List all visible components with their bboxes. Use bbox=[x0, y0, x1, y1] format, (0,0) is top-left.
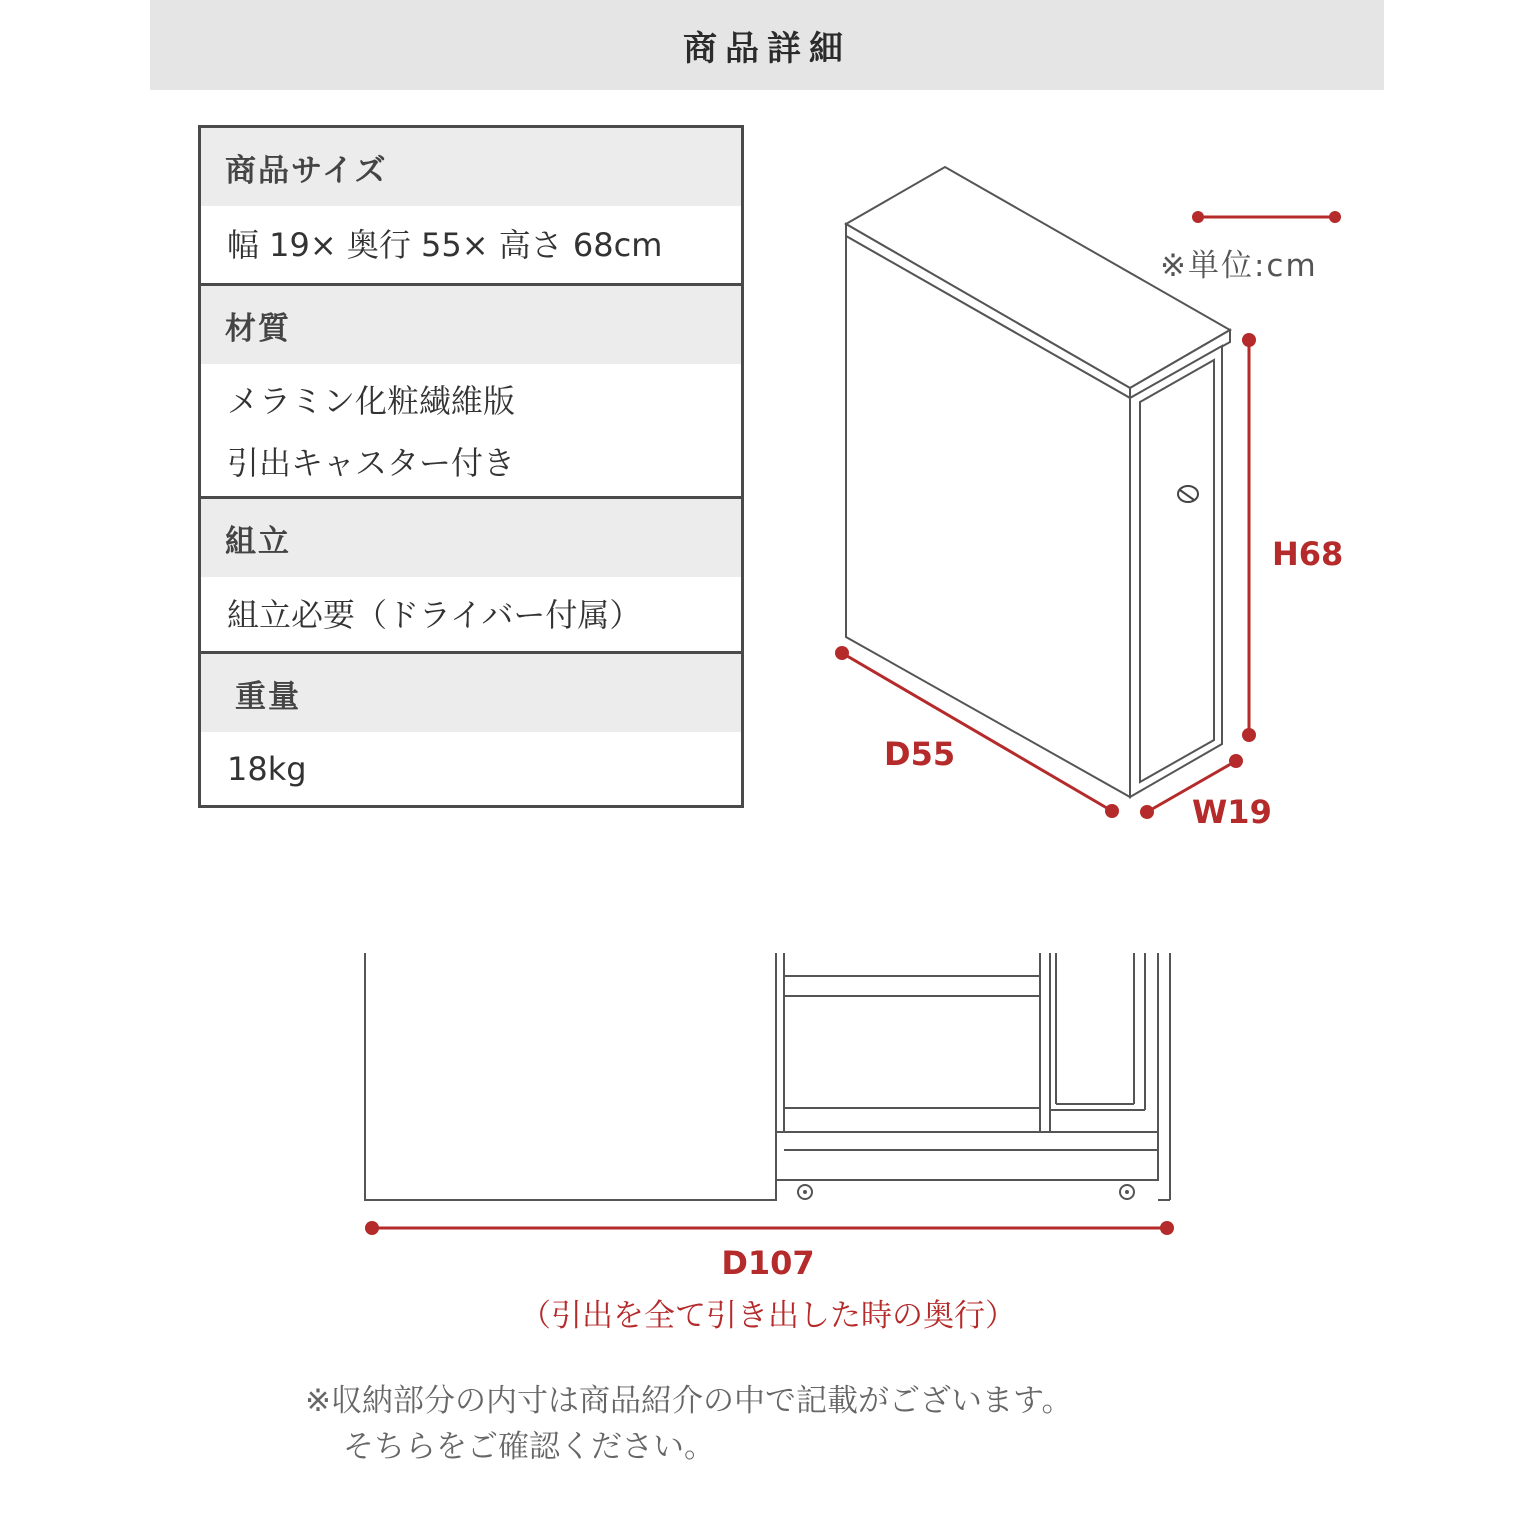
unit-note: ※単位:cm bbox=[1160, 248, 1318, 284]
section-title: 商品詳細 bbox=[683, 28, 851, 69]
drawer-side-view bbox=[365, 953, 1170, 1200]
dimension-dot bbox=[1329, 211, 1341, 223]
caster-wheel-icon bbox=[1120, 1185, 1134, 1199]
depth-label: D55 bbox=[884, 735, 956, 773]
d107-label: D107 bbox=[721, 1244, 815, 1282]
dimension-dot bbox=[1160, 1221, 1174, 1235]
footnote-line-2: そちらをご確認ください。 bbox=[343, 1429, 715, 1465]
caster-wheel-icon bbox=[798, 1185, 812, 1199]
spec-label-material: 材質 bbox=[201, 286, 741, 364]
spec-value-line: 組立必要（ドライバー付属） bbox=[227, 596, 642, 634]
spec-label-size: 商品サイズ bbox=[201, 128, 741, 206]
spec-value-line: 18kg bbox=[227, 750, 307, 788]
dimension-dot bbox=[835, 646, 849, 660]
dimension-dot bbox=[365, 1221, 379, 1235]
spec-label-assembly: 組立 bbox=[201, 499, 741, 577]
d107-caption: （引出を全て引き出した時の奥行） bbox=[520, 1298, 1016, 1334]
height-label: H68 bbox=[1272, 535, 1344, 573]
dimension-dot bbox=[1105, 804, 1119, 818]
drawer-knob-icon bbox=[1178, 486, 1198, 502]
footnote-line-1: ※収納部分の内寸は商品紹介の中で記載がございます。 bbox=[305, 1383, 1073, 1419]
spec-value-line: 幅 19× 奥行 55× 高さ 68cm bbox=[227, 226, 663, 264]
dimension-dot bbox=[1192, 211, 1204, 223]
cabinet-front bbox=[1130, 346, 1222, 797]
width-label: W19 bbox=[1192, 793, 1272, 831]
dimension-dot bbox=[1242, 333, 1256, 347]
spec-value-line: 引出キャスター付き bbox=[227, 444, 516, 482]
footnote bbox=[305, 1378, 1073, 1470]
dimension-dot bbox=[1242, 728, 1256, 742]
dimension-dot bbox=[1229, 754, 1243, 768]
spec-label-weight: 重量 bbox=[201, 654, 741, 732]
dimension-dot bbox=[1140, 805, 1154, 819]
spec-value-line: メラミン化粧繊維版 bbox=[227, 382, 516, 420]
